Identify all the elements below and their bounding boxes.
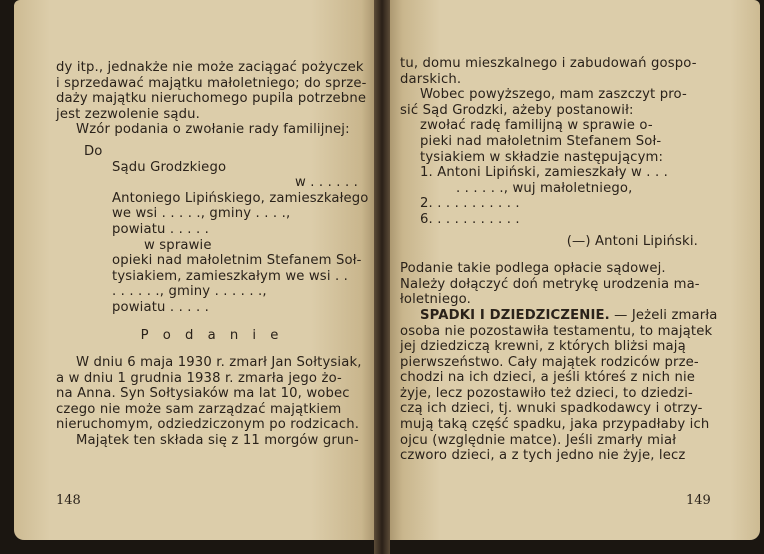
text-line: darskich. [400, 71, 462, 87]
address-name: Antoniego Lipińskiego, zamieszkałego [112, 190, 369, 206]
section-heading: P o d a n i e [140, 327, 284, 343]
text-line: Wobec powyższego, mam zaszczyt pro- [420, 87, 687, 103]
text-line: łoletniego. [400, 292, 471, 308]
text-line: tu, domu mieszkalnego i zabudowań gospo- [400, 56, 697, 71]
signature: (—) Antoni Lipiński. [566, 233, 698, 249]
book-gutter [374, 0, 390, 554]
text-line: nieruchomym, odziedziczonym po rodzicach. [56, 417, 360, 433]
address-do: Do [84, 143, 103, 159]
text-line: zwołać radę familijną w sprawie o- [420, 118, 653, 134]
address-line: powiatu . . . . . [112, 299, 209, 315]
text-line: chodzi na ich dzieci, a jeśli któreś z nich nie [400, 370, 696, 386]
text-line: mują taką część spadku, jaka przypadłaby ich [400, 417, 710, 433]
text-line: osoba nie pozostawiła testamentu, to majątek [400, 323, 713, 339]
address-court: Sądu Grodzkiego [112, 159, 227, 175]
section-title-line [400, 307, 718, 324]
address-line: tysiakiem, zamieszkałym we wsi . . [112, 268, 349, 284]
left-page-text [56, 60, 368, 449]
text-line: ojcu (względnie matce). Jeśli zmarły miał [400, 432, 677, 448]
address-county: powiatu . . . . . [112, 221, 209, 237]
address-subject: w sprawie [144, 237, 212, 253]
text-line: daży majątku nieruchomego pupila potrzebne [56, 91, 367, 107]
text-line: żyje, lecz pozostawiło też dzieci, to dziedzi- [400, 385, 693, 401]
text-line: czego nie może sam zarządzać majątkiem [56, 401, 342, 417]
text-line: W dniu 6 maja 1930 r. zmarł Jan Sołtysiak, [76, 355, 362, 371]
text-line: sić Sąd Grodzki, ażeby postanowił: [400, 102, 634, 118]
right-page-text [400, 56, 718, 464]
page-number-left: 148 [56, 493, 81, 508]
text-line: pierwszeństwo. Cały majątek rodziców prze- [400, 354, 699, 370]
text-line: jest zezwolenie sądu. [56, 106, 200, 122]
text-line: . . . . . ., wuj małoletniego, [456, 180, 633, 196]
text-line: 1. Antoni Lipiński, zamieszkały w . . . [420, 165, 669, 181]
address-w: w . . . . . . [294, 175, 358, 191]
text-line: Podanie takie podlega opłacie sądowej. [400, 261, 666, 277]
text-line: 2. . . . . . . . . . . [420, 196, 520, 212]
text-line: czworo dzieci, a z tych jedno nie żyje, lecz [400, 448, 686, 464]
text-line: na Anna. Syn Sołtysiaków ma lat 10, wobec [56, 386, 350, 402]
text-line: 6. . . . . . . . . . . [420, 211, 520, 227]
page-number-right: 149 [686, 493, 711, 508]
section-title-continuation: — Jeżeli zmarła [614, 307, 718, 323]
text-line: a w dniu 1 grudnia 1938 r. zmarła jego żo- [56, 370, 342, 386]
text-line: Wzór podania o zwołanie rady familijnej: [76, 122, 350, 138]
text-line: Należy dołączyć doń metrykę urodzenia ma- [400, 276, 700, 292]
address-line: opieki nad małoletnim Stefanem Soł- [112, 253, 362, 269]
text-line: Majątek ten składa się z 11 morgów grun- [76, 433, 359, 449]
section-title: SPADKI I DZIEDZICZENIE. [420, 307, 610, 323]
text-line: dy itp., jednakże nie może zaciągać pożyczek [56, 60, 364, 75]
text-line: czą ich dzieci, tj. wnuki spadkodawcy i otrzy- [400, 401, 703, 417]
address-line: . . . . . ., gminy . . . . . ., [112, 284, 267, 300]
address-village: we wsi . . . . ., gminy . . . ., [112, 206, 291, 222]
text-line: i sprzedawać majątku małoletniego; do sprze- [56, 75, 367, 91]
text-line: tysiakiem w składzie następującym: [420, 149, 664, 165]
text-line: pieki nad małoletnim Stefanem Soł- [420, 133, 662, 149]
text-line: jej dziedziczą krewni, z których bliżsi mają [400, 339, 686, 355]
